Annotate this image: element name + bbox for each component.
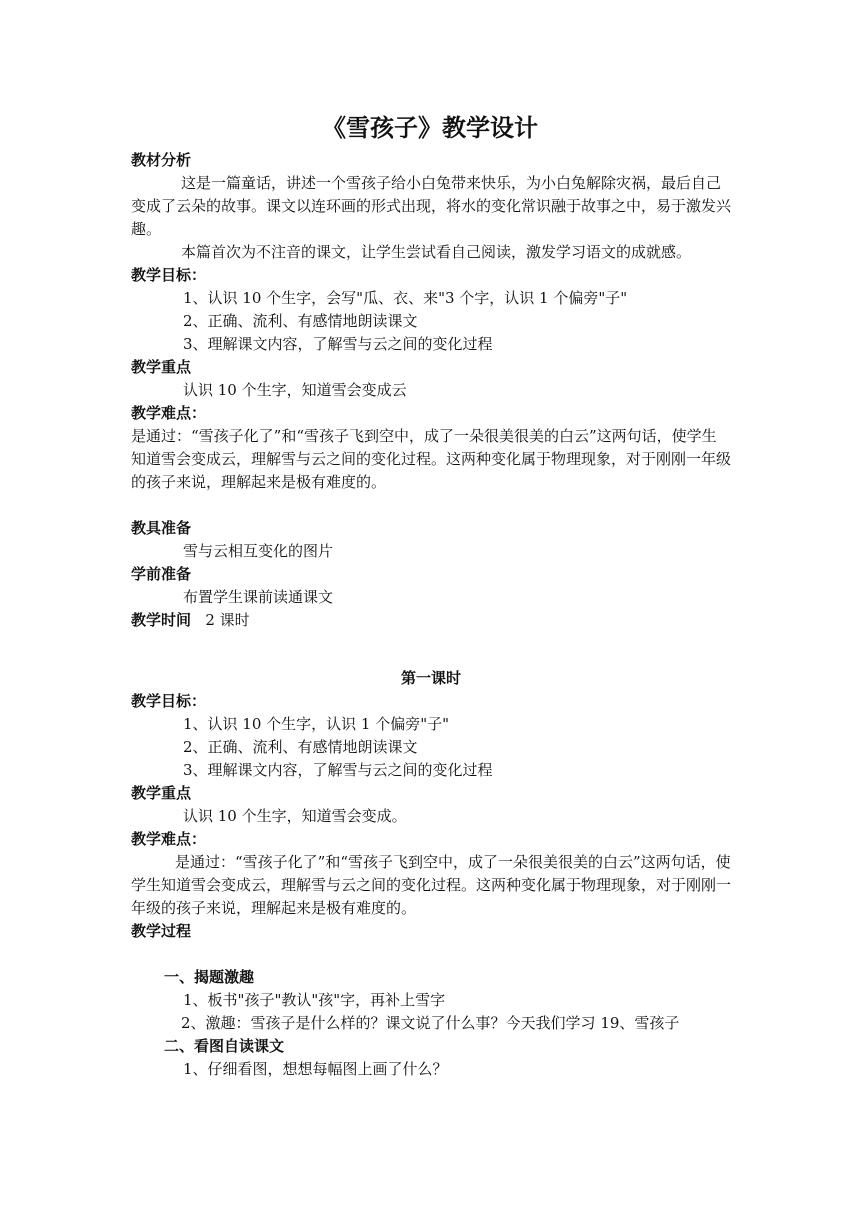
heading-pre-study: 学前准备	[131, 565, 192, 583]
teaching-time-value: 2 课时	[205, 611, 250, 629]
list-item: 3、理解课文内容，了解雪与云之间的变化过程	[183, 335, 493, 353]
list-item: 1、板书"孩子"教认"孩"字，再补上雪字	[183, 991, 446, 1009]
paragraph: 本篇首次为不注音的课文，让学生尝试看自己阅读，激发学习语文的成就感。	[181, 243, 692, 261]
heading-process: 教学过程	[131, 922, 192, 940]
heading-key-points: 教学重点	[131, 358, 192, 376]
heading-part-one: 一、揭题激趣	[164, 968, 255, 986]
heading-key-points: 教学重点	[131, 784, 192, 802]
list-item: 3、理解课文内容，了解雪与云之间的变化过程	[183, 761, 493, 779]
heading-teaching-time: 教学时间	[131, 611, 192, 629]
list-item: 1、仔细看图，想想每幅图上画了什么？	[183, 1060, 448, 1078]
lesson-one-heading: 第一课时	[400, 669, 461, 687]
paragraph: 这是一篇童话，讲述一个雪孩子给小白兔带来快乐，为小白兔解除灾祸，最后自己变成了云朵的故事。课文以连环画的形式出现，将水的变化常识融于故事之中，易于激发兴趣。	[131, 174, 732, 238]
paragraph: 认识 10 个生字，知道雪会变成。	[183, 807, 407, 825]
list-item: 1、认识 10 个生字，认识 1 个偏旁"子"	[183, 715, 450, 733]
teaching-time-line	[131, 609, 731, 632]
list-item: 2、正确、流利、有感情地朗读课文	[183, 738, 418, 756]
heading-goals: 教学目标：	[131, 266, 207, 284]
section-lesson-one	[131, 667, 731, 1081]
paragraph: 是通过：“雪孩子化了”和“雪孩子飞到空中，成了一朵很美很美的白云”这两句话，使学生知道雪会变成云，理解雪与云之间的变化过程。这两种变化属于物理现象，对于刚刚一年级的孩子来说，理解起来是极有难度的。	[131, 427, 732, 491]
page-title: 《雪孩子》教学设计	[322, 114, 538, 142]
paragraph: 认识 10 个生字，知道雪会变成云	[183, 381, 407, 399]
list-item: 2、正确、流利、有感情地朗读课文	[183, 312, 418, 330]
list-item: 2、激趣：雪孩子是什么样的？课文说了什么事？今天我们学习 19、雪孩子	[181, 1014, 680, 1032]
heading-part-two: 二、看图自读课文	[164, 1037, 285, 1055]
heading-textbook-analysis: 教材分析	[131, 151, 192, 169]
heading-difficulties: 教学难点：	[131, 404, 207, 422]
section-textbook-analysis	[131, 149, 731, 632]
paragraph: 布置学生课前读通课文	[183, 588, 334, 606]
heading-teaching-aids: 教具准备	[131, 519, 192, 537]
paragraph: 雪与云相互变化的图片	[183, 542, 334, 560]
heading-difficulties: 教学难点：	[131, 830, 207, 848]
heading-goals: 教学目标：	[131, 692, 207, 710]
paragraph: 是通过：“雪孩子化了”和“雪孩子飞到空中，成了一朵很美很美的白云”这两句话，使学生知道雪会变成云，理解雪与云之间的变化过程。这两种变化属于物理现象，对于刚刚一年级的孩子来说，理解起来是极有难度的。	[131, 853, 732, 917]
list-item: 1、认识 10 个生字，会写"瓜、衣、来"3 个字，认识 1 个偏旁"子"	[183, 289, 628, 307]
